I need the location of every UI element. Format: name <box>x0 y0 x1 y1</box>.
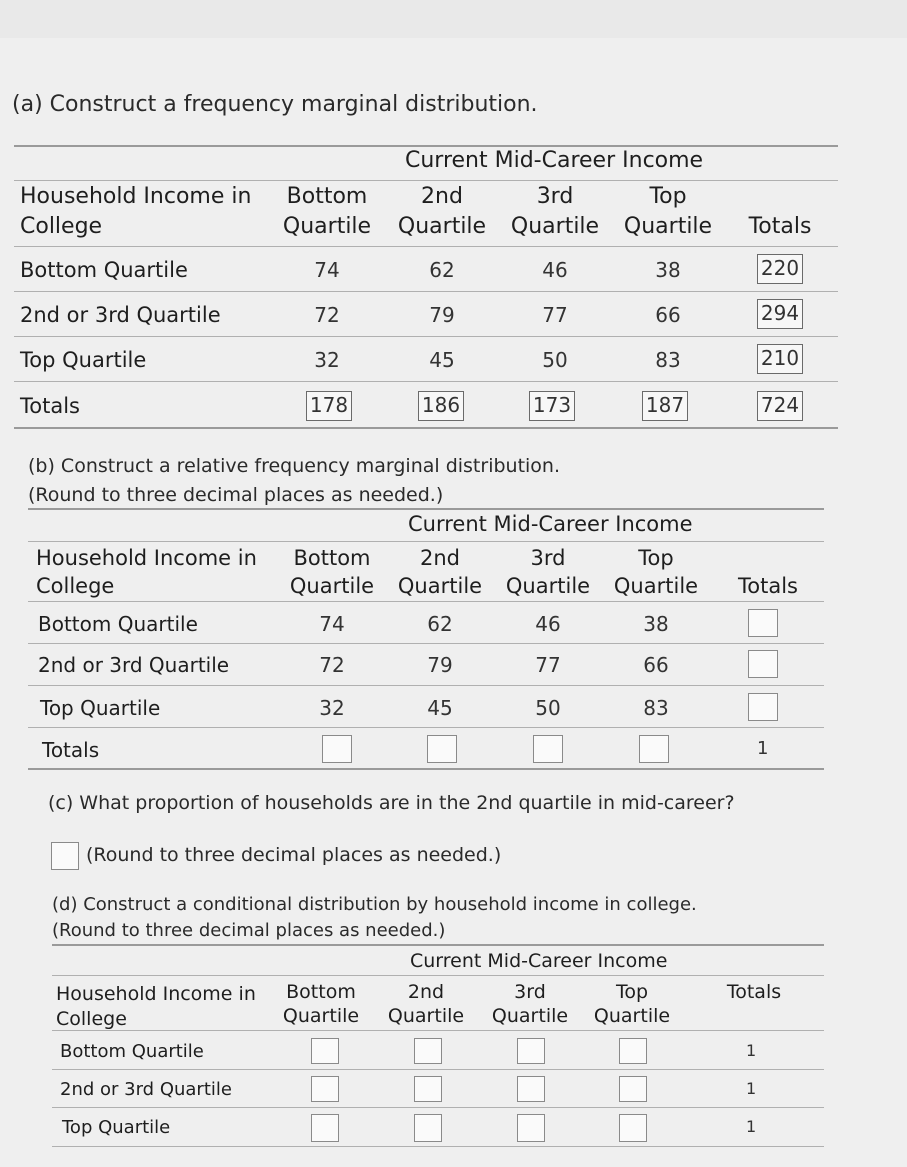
part-b-row-label: Top Quartile <box>40 696 161 720</box>
part-d-cell-input[interactable] <box>311 1114 339 1142</box>
part-d-col-top-line1: Top <box>615 981 649 1003</box>
part-b-cell: 74 <box>319 612 345 636</box>
part-d-cell-input[interactable] <box>619 1076 647 1102</box>
divider <box>52 1146 824 1147</box>
part-b-cell: 45 <box>427 696 453 720</box>
part-b-total-input[interactable] <box>748 650 778 678</box>
part-c-answer-input[interactable] <box>51 842 79 870</box>
part-a-row-header-line2: College <box>20 214 103 239</box>
part-d-cell-input[interactable] <box>311 1076 339 1102</box>
part-b-cell: 83 <box>643 696 669 720</box>
part-a-col-top-line1: Top <box>649 184 687 209</box>
part-b-row-header-line1: Household Income in <box>36 546 257 570</box>
part-d-col-3rd-line1: 3rd <box>514 981 546 1003</box>
part-b-col-bottom-line2: Quartile <box>289 574 375 598</box>
divider <box>14 180 838 181</box>
part-b-totals-label: Totals <box>42 738 100 762</box>
part-a-cell: 50 <box>542 348 568 372</box>
part-d-col-3rd-line2: Quartile <box>491 1005 569 1027</box>
part-a-col-2nd-line2: Quartile <box>397 214 487 239</box>
divider <box>14 427 838 429</box>
part-b-cell: 50 <box>535 696 561 720</box>
part-a-cell: 32 <box>314 348 340 372</box>
part-b-question: (b) Construct a relative frequency marginal distribution. <box>28 455 561 477</box>
part-d-row-label: 2nd or 3rd Quartile <box>60 1079 232 1100</box>
part-a-col-totals: Totals <box>748 214 812 239</box>
part-a-group-header: Current Mid-Career Income <box>405 148 704 173</box>
part-d-row-total: 1 <box>746 1079 757 1098</box>
part-a-col-total-box[interactable]: 178 <box>306 391 352 421</box>
part-d-row-header-line2: College <box>56 1008 127 1030</box>
divider <box>28 727 824 728</box>
part-a-row-label: 2nd or 3rd Quartile <box>20 303 221 327</box>
divider <box>14 291 838 292</box>
part-d-row-label: Bottom Quartile <box>60 1041 204 1062</box>
divider <box>52 1107 824 1108</box>
part-a-col-2nd-line1: 2nd <box>421 184 463 209</box>
part-a-cell: 38 <box>655 258 681 282</box>
part-d-cell-input[interactable] <box>517 1038 545 1064</box>
part-a-cell: 62 <box>429 258 455 282</box>
part-a-row-label: Top Quartile <box>20 348 147 372</box>
part-d-cell-input[interactable] <box>517 1114 545 1142</box>
part-a-cell: 46 <box>542 258 568 282</box>
part-b-col-total-input[interactable] <box>533 735 563 763</box>
divider <box>28 643 824 644</box>
part-d-col-2nd-line2: Quartile <box>387 1005 465 1027</box>
divider <box>28 685 824 686</box>
part-d-question: (d) Construct a conditional distribution by household income in college. <box>52 894 697 915</box>
divider <box>52 1069 824 1070</box>
part-a-cell: 83 <box>655 348 681 372</box>
part-b-col-3rd-line2: Quartile <box>505 574 591 598</box>
part-a-col-total-box[interactable]: 186 <box>418 391 464 421</box>
part-b-row-label: 2nd or 3rd Quartile <box>38 653 230 677</box>
part-b-col-top-line1: Top <box>638 546 674 570</box>
part-b-cell: 79 <box>427 653 453 677</box>
divider <box>28 768 824 770</box>
divider <box>14 381 838 382</box>
divider <box>52 1030 824 1031</box>
part-b-total-input[interactable] <box>748 693 778 721</box>
part-d-row-label: Top Quartile <box>62 1117 171 1138</box>
part-a-total-box[interactable]: 220 <box>757 254 803 284</box>
part-a-cell: 74 <box>314 258 340 282</box>
top-band <box>0 0 907 39</box>
divider <box>14 246 838 247</box>
part-a-col-total-box[interactable]: 173 <box>529 391 575 421</box>
part-d-cell-input[interactable] <box>414 1038 442 1064</box>
part-d-col-totals: Totals <box>726 981 782 1003</box>
part-c-note: (Round to three decimal places as needed.) <box>86 844 502 866</box>
part-b-col-top-line2: Quartile <box>613 574 699 598</box>
part-b-row-label: Bottom Quartile <box>38 612 198 636</box>
part-a-grand-total-box[interactable]: 724 <box>757 391 803 421</box>
part-b-col-2nd-line2: Quartile <box>397 574 483 598</box>
part-d-cell-input[interactable] <box>619 1114 647 1142</box>
part-d-cell-input[interactable] <box>414 1076 442 1102</box>
part-a-cell: 72 <box>314 303 340 327</box>
part-a-total-box[interactable]: 210 <box>757 344 803 374</box>
part-a-col-3rd-line1: 3rd <box>536 184 574 209</box>
part-a-cell: 66 <box>655 303 681 327</box>
part-d-cell-input[interactable] <box>414 1114 442 1142</box>
part-a-col-3rd-line2: Quartile <box>510 214 600 239</box>
part-c-question: (c) What proportion of households are in the 2nd quartile in mid-career? <box>48 792 735 814</box>
part-d-col-top-line2: Quartile <box>593 1005 671 1027</box>
part-b-cell: 77 <box>535 653 561 677</box>
part-d-group-header: Current Mid-Career Income <box>410 950 668 972</box>
divider <box>14 336 838 337</box>
part-b-col-3rd-line1: 3rd <box>530 546 566 570</box>
part-a-cell: 79 <box>429 303 455 327</box>
part-a-col-bottom-line2: Quartile <box>282 214 372 239</box>
part-b-grand-total: 1 <box>757 738 769 759</box>
part-b-cell: 46 <box>535 612 561 636</box>
divider <box>28 508 824 510</box>
part-b-col-bottom-line1: Bottom <box>293 546 371 570</box>
part-b-cell: 72 <box>319 653 345 677</box>
part-a-col-total-box[interactable]: 187 <box>642 391 688 421</box>
part-d-cell-input[interactable] <box>311 1038 339 1064</box>
part-a-total-box[interactable]: 294 <box>757 299 803 329</box>
part-a-cell: 45 <box>429 348 455 372</box>
part-d-col-2nd-line1: 2nd <box>407 981 445 1003</box>
part-d-cell-input[interactable] <box>517 1076 545 1102</box>
part-d-row-header-line1: Household Income in <box>56 983 256 1005</box>
part-b-col-total-input[interactable] <box>427 735 457 763</box>
part-b-cell: 32 <box>319 696 345 720</box>
part-a-col-top-line2: Quartile <box>623 214 713 239</box>
part-d-col-bottom-line2: Quartile <box>282 1005 360 1027</box>
part-b-note: (Round to three decimal places as needed.) <box>28 484 444 506</box>
divider <box>28 601 824 602</box>
part-d-cell-input[interactable] <box>619 1038 647 1064</box>
part-b-cell: 38 <box>643 612 669 636</box>
part-b-group-header: Current Mid-Career Income <box>408 512 693 536</box>
divider <box>52 944 824 946</box>
part-d-row-total: 1 <box>746 1117 757 1136</box>
divider <box>52 975 824 976</box>
part-b-col-total-input[interactable] <box>639 735 669 763</box>
part-a-cell: 77 <box>542 303 568 327</box>
part-b-total-input[interactable] <box>748 609 778 637</box>
part-b-col-totals: Totals <box>738 574 798 598</box>
part-a-row-header-line1: Household Income in <box>20 184 252 209</box>
divider <box>28 541 824 542</box>
part-d-row-total: 1 <box>746 1041 757 1060</box>
part-b-row-header-line2: College <box>36 574 115 598</box>
part-a-question: (a) Construct a frequency marginal distribution. <box>12 92 538 117</box>
part-b-col-total-input[interactable] <box>322 735 352 763</box>
part-b-cell: 62 <box>427 612 453 636</box>
part-a-row-label: Bottom Quartile <box>20 258 188 282</box>
part-a-totals-label: Totals <box>20 394 80 418</box>
part-b-cell: 66 <box>643 653 669 677</box>
part-d-col-bottom-line1: Bottom <box>286 981 356 1003</box>
part-a-col-bottom-line1: Bottom <box>286 184 368 209</box>
part-b-col-2nd-line1: 2nd <box>419 546 460 570</box>
divider <box>14 145 838 147</box>
part-d-note: (Round to three decimal places as needed.) <box>52 920 446 941</box>
